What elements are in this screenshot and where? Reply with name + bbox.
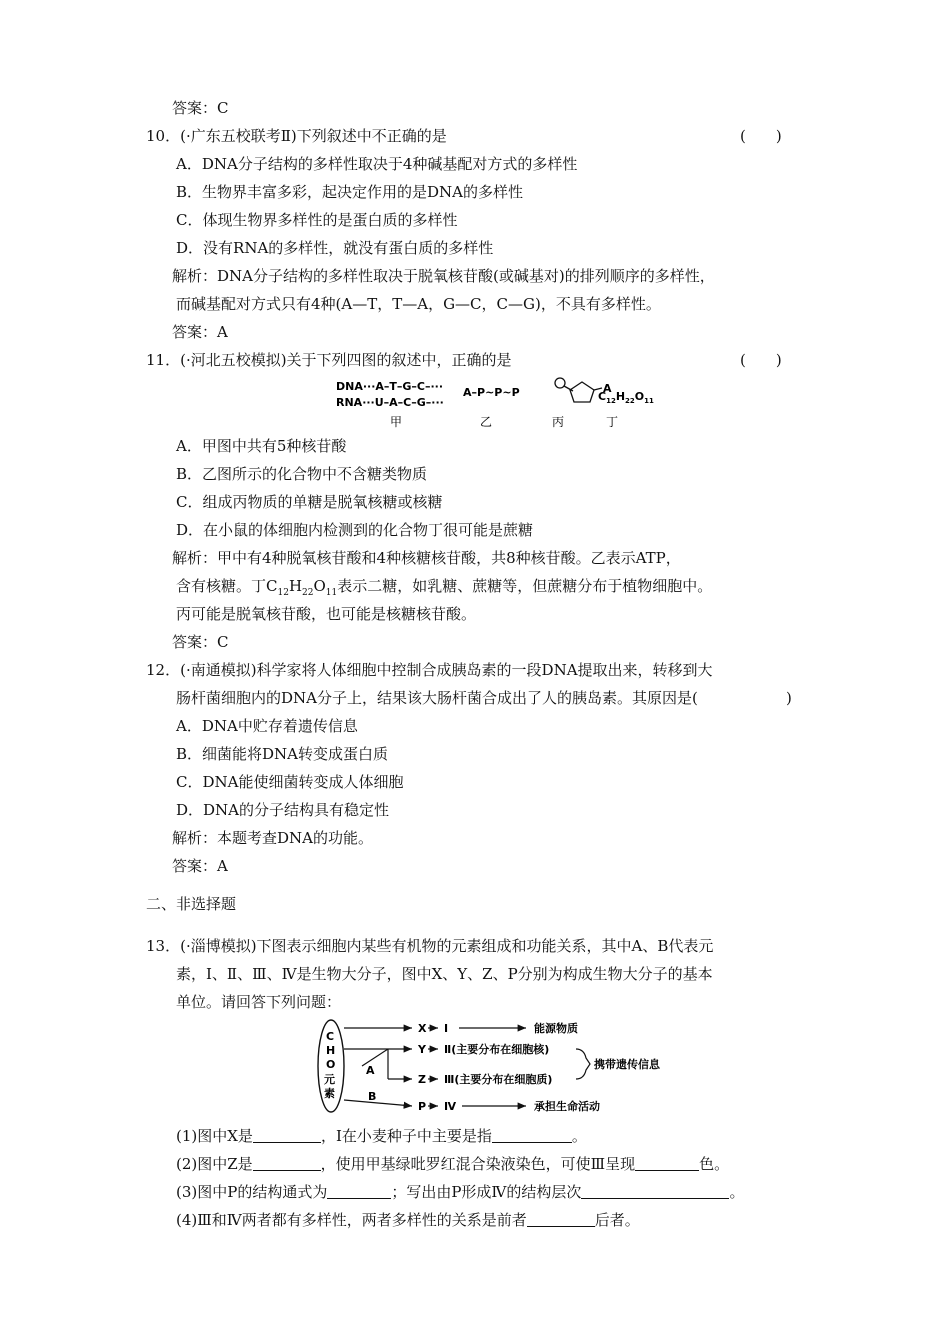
function-genetic-info: 携带遗传信息 <box>594 1058 660 1071</box>
element-yuan: 元 <box>324 1073 335 1086</box>
answer-10: 答案：A <box>172 323 228 341</box>
rna-strand: RNA···U–A–C–G–··· <box>336 396 444 409</box>
question-10: 10．(·广东五校联考Ⅱ)下列叙述中不正确的是 <box>146 127 447 145</box>
answer-9: 答案：C <box>172 99 229 117</box>
question-12-line1: 12．(·南通模拟)科学家将人体细胞中控制合成胰岛素的一段DNA提取出来，转移到大 <box>146 661 713 679</box>
label-bing: 丙 <box>552 415 565 429</box>
blank-color[interactable] <box>635 1156 699 1171</box>
subquestion-1: (1)图中X是 ，Ⅰ在小麦种子中主要是指 。 <box>176 1127 587 1145</box>
macromolecule-iv: Ⅳ <box>444 1100 457 1113</box>
option-11b: B．乙图所示的化合物中不含糖类物质 <box>176 465 428 483</box>
element-b: B <box>368 1090 377 1103</box>
dna-strand: DNA···A–T–G–C–··· <box>336 380 444 393</box>
blank-x[interactable] <box>253 1128 321 1143</box>
function-energy: 能源物质 <box>534 1022 578 1035</box>
element-su: 素 <box>324 1087 335 1100</box>
explanation-11-line3: 丙可能是脱氧核苷酸，也可能是核糖核苷酸。 <box>176 605 477 623</box>
question-13-line3: 单位。请回答下列问题： <box>176 993 342 1011</box>
explanation-12: 解析：本题考查DNA的功能。 <box>172 829 373 847</box>
blank-i[interactable] <box>492 1128 572 1143</box>
option-12c: C．DNA能使细菌转变成人体细胞 <box>176 773 404 791</box>
macromolecule-iii: Ⅲ(主要分布在细胞质) <box>444 1073 553 1086</box>
subquestion-4: (4)Ⅲ和Ⅳ两者都有多样性，两者多样性的关系是前者 后者。 <box>176 1211 640 1229</box>
figure-q13 <box>314 1016 694 1122</box>
option-10a: A．DNA分子结构的多样性取决于4种碱基配对方式的多样性 <box>176 155 578 173</box>
section-heading: 二、非选择题 <box>146 895 237 913</box>
function-life: 承担生命活动 <box>534 1100 600 1113</box>
subquestion-2: (2)图中Z是 ，使用甲基绿吡罗红混合染液染色，可使Ⅲ呈现 色。 <box>176 1155 730 1173</box>
label-jia: 甲 <box>390 415 403 429</box>
explanation-10-line2: 而碱基配对方式只有4种(A—T，T—A，G—C，C—G)，不具有多样性。 <box>176 295 661 313</box>
question-12-line2: 肠杆菌细胞内的DNA分子上，结果该大肠杆菌合成出了人的胰岛素。其原因是( <box>176 689 698 707</box>
answer-11: 答案：C <box>172 633 229 651</box>
question-11: 11．(·河北五校模拟)关于下列四图的叙述中，正确的是 <box>146 351 512 369</box>
blank-hierarchy[interactable] <box>581 1184 729 1199</box>
blank-formula[interactable] <box>327 1184 391 1199</box>
element-c: C <box>326 1030 335 1043</box>
label-yi: 乙 <box>480 415 493 429</box>
compound-ding: $C_{12}H_{22}O_{11}$ <box>598 390 654 405</box>
unit-y: Y <box>418 1043 426 1056</box>
subquestion-3: (3)图中P的结构通式为 ；写出由P形成Ⅳ的结构层次 。 <box>176 1183 745 1201</box>
option-11a: A．甲图中共有5种核苷酸 <box>176 437 347 455</box>
option-11d: D．在小鼠的体细胞内检测到的化合物丁很可能是蔗糖 <box>176 521 534 539</box>
base-a: A <box>603 382 612 395</box>
option-10c: C．体现生物界多样性的是蛋白质的多样性 <box>176 211 458 229</box>
question-13-line1: 13．(·淄博模拟)下图表示细胞内某些有机物的元素组成和功能关系，其中A、B代表元 <box>146 937 714 955</box>
element-a: A <box>366 1064 375 1077</box>
nucleotide-icon <box>555 378 602 402</box>
atp-structure: A–P~P~P <box>463 386 520 399</box>
explanation-11-line2: 含有核糖。丁$C_{12}H_{22}O_{11}$表示二糖，如乳糖、蔗糖等，但蔗糖分布于植物细胞中。 <box>176 577 713 598</box>
answer-12: 答案：A <box>172 857 228 875</box>
macromolecule-ii: Ⅱ(主要分布在细胞核) <box>444 1043 550 1056</box>
question-13-line2: 素，Ⅰ、Ⅱ、Ⅲ、Ⅳ是生物大分子，图中X、Y、Z、P分别为构成生物大分子的基本 <box>176 965 713 983</box>
option-12d: D．DNA的分子结构具有稳定性 <box>176 801 390 819</box>
macromolecule-i: Ⅰ <box>444 1022 449 1035</box>
unit-x: X <box>418 1022 427 1035</box>
explanation-10-line1: 解析：DNA分子结构的多样性取决于脱氧核苷酸(或碱基对)的排列顺序的多样性， <box>172 267 715 285</box>
option-10b: B．生物界丰富多彩，起决定作用的是DNA的多样性 <box>176 183 524 201</box>
option-11c: C．组成丙物质的单糖是脱氧核糖或核糖 <box>176 493 443 511</box>
answer-bracket-12-close: ) <box>786 689 792 707</box>
label-ding: 丁 <box>606 415 619 429</box>
unit-p: P <box>418 1100 427 1113</box>
option-12b: B．细菌能将DNA转变成蛋白质 <box>176 745 389 763</box>
option-12a: A．DNA中贮存着遗传信息 <box>176 717 358 735</box>
answer-bracket-11: ( ) <box>740 351 782 369</box>
answer-bracket-10: ( ) <box>740 127 782 145</box>
element-o: O <box>326 1058 336 1071</box>
unit-z: Z <box>418 1073 426 1086</box>
element-h: H <box>326 1044 336 1057</box>
figure-q11 <box>330 374 660 432</box>
explanation-11-line1: 解析：甲中有4种脱氧核苷酸和4种核糖核苷酸，共8种核苷酸。乙表示ATP， <box>172 549 681 567</box>
option-10d: D．没有RNA的多样性，就没有蛋白质的多样性 <box>176 239 494 257</box>
blank-relation[interactable] <box>527 1212 595 1227</box>
blank-z[interactable] <box>253 1156 321 1171</box>
